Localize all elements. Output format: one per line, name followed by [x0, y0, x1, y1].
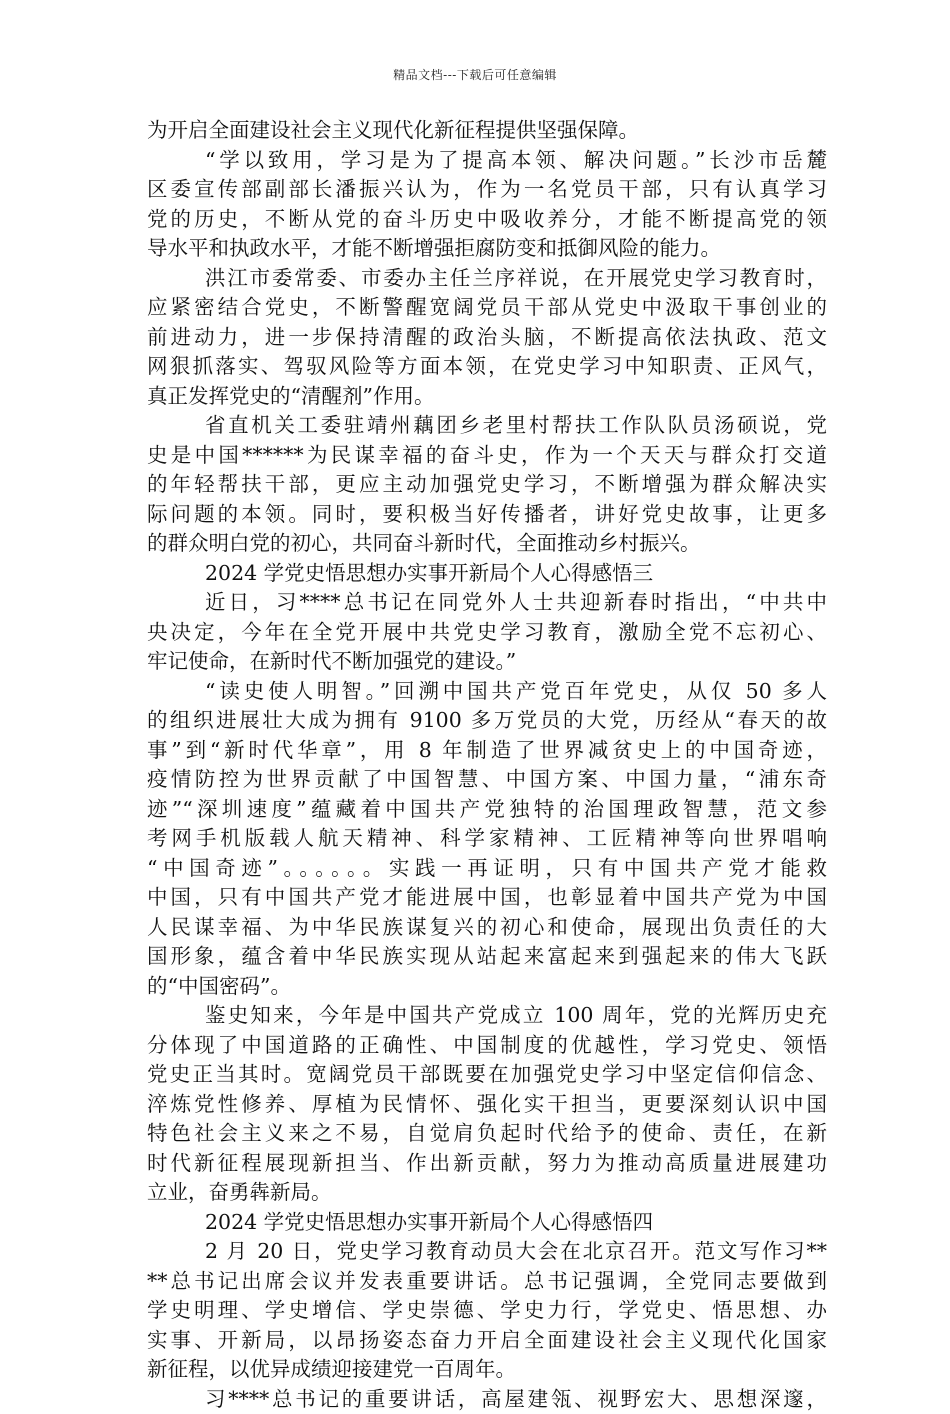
text-line: 分体现了中国道路的正确性、中国制度的优越性，学习党史、领悟 — [147, 1031, 827, 1061]
text-line: 疫情防控为世界贡献了中国智慧、中国方案、中国力量，“浦东奇 — [147, 765, 827, 795]
text-line: 洪江市委常委、市委办主任兰序祥说，在开展党史学习教育时， — [147, 264, 827, 294]
text-line: **总书记出席会议并发表重要讲话。总书记强调，全党同志要做到 — [147, 1267, 827, 1297]
text-line: 的年轻帮扶干部，更应主动加强党史学习，不断增强为群众解决实 — [147, 470, 827, 500]
document-body — [147, 116, 827, 1414]
text-line: 迹”“深圳速度”蕴藏着中国共产党独特的治国理政智慧，范文参 — [147, 795, 827, 825]
text-line: 2 月 20 日，党史学习教育动员大会在北京召开。范文写作习** — [147, 1237, 827, 1267]
text-line: 党史正当其时。宽阔党员干部既要在加强党史学习中坚定信仰信念、 — [147, 1060, 827, 1090]
text-line: 导水平和执政水平，才能不断增强拒腐防变和抵御风险的能力。 — [147, 234, 827, 264]
text-line: 时代新征程展现新担当、作出新贡献，努力为推动高质量进展建功 — [147, 1149, 827, 1179]
text-line: 前进动力，进一步保持清醒的政治头脑，不断提高依法执政、范文 — [147, 323, 827, 353]
text-line: 党的历史，不断从党的奋斗历史中吸收养分，才能不断提高党的领 — [147, 205, 827, 235]
text-line: 2024 学党史悟思想办实事开新局个人心得感悟四 — [147, 1208, 827, 1238]
text-line: 省直机关工委驻靖州藕团乡老里村帮扶工作队队员汤硕说，党 — [147, 411, 827, 441]
text-line: 际问题的本领。同时，要积极当好传播者，讲好党史故事，让更多 — [147, 500, 827, 530]
text-line: 央决定，今年在全党开展中共党史学习教育，激励全党不忘初心、 — [147, 618, 827, 648]
text-line: “中国奇迹”。。。。。。实践一再证明，只有中国共产党才能救 — [147, 854, 827, 884]
text-line: 史是中国******为民谋幸福的奋斗史，作为一个天天与群众打交道 — [147, 441, 827, 471]
text-line: 真正发挥党史的“清醒剂”作用。 — [147, 382, 827, 412]
page-header: 精品文档---下载后可任意编辑 — [0, 66, 950, 83]
text-line: 人民谋幸福、为中华民族谋复兴的初心和使命，展现出负责任的大 — [147, 913, 827, 943]
text-line: 实事、开新局，以昂扬姿态奋力开启全面建设社会主义现代化国家 — [147, 1326, 827, 1356]
text-line: 特色社会主义来之不易，自觉肩负起时代给予的使命、责任，在新 — [147, 1119, 827, 1149]
text-line: 应紧密结合党史，不断警醒宽阔党员干部从党史中汲取干事创业的 — [147, 293, 827, 323]
text-line: 鉴史知来，今年是中国共产党成立 100 周年，党的光辉历史充 — [147, 1001, 827, 1031]
text-line: 国形象，蕴含着中华民族实现从站起来富起来到强起来的伟大飞跃 — [147, 942, 827, 972]
text-line: 淬炼党性修养、厚植为民情怀、强化实干担当，更要深刻认识中国 — [147, 1090, 827, 1120]
text-line: “读史使人明智。”回溯中国共产党百年党史，从仅 50 多人 — [147, 677, 827, 707]
text-line: 立业，奋勇犇新局。 — [147, 1178, 827, 1208]
text-line: 近日，习****总书记在同党外人士共迎新春时指出，“中共中 — [147, 588, 827, 618]
text-line: 习****总书记的重要讲话，高屋建瓴、视野宏大、思想深邃， — [147, 1385, 827, 1414]
text-line: 事”到“新时代华章”，用 8 年制造了世界减贫史上的中国奇迹， — [147, 736, 827, 766]
text-line: 学史明理、学史增信、学史崇德、学史力行，学党史、悟思想、办 — [147, 1296, 827, 1326]
text-line: 为开启全面建设社会主义现代化新征程提供坚强保障。 — [147, 116, 827, 146]
text-line: 中国，只有中国共产党才能进展中国，也彰显着中国共产党为中国 — [147, 883, 827, 913]
text-line: 的组织进展壮大成为拥有 9100 多万党员的大党，历经从“春天的故 — [147, 706, 827, 736]
text-line: “学以致用，学习是为了提高本领、解决问题。”长沙市岳麓 — [147, 146, 827, 176]
text-line: 的“中国密码”。 — [147, 972, 827, 1002]
text-line: 牢记使命，在新时代不断加强党的建设。” — [147, 647, 827, 677]
text-line: 2024 学党史悟思想办实事开新局个人心得感悟三 — [147, 559, 827, 589]
text-line: 区委宣传部副部长潘振兴认为，作为一名党员干部，只有认真学习 — [147, 175, 827, 205]
text-line: 考网手机版载人航天精神、科学家精神、工匠精神等向世界唱响 — [147, 824, 827, 854]
text-line: 网狠抓落实、驾驭风险等方面本领，在党史学习中知职责、正风气， — [147, 352, 827, 382]
text-line: 的群众明白党的初心，共同奋斗新时代，全面推动乡村振兴。 — [147, 529, 827, 559]
text-line: 新征程，以优异成绩迎接建党一百周年。 — [147, 1355, 827, 1385]
